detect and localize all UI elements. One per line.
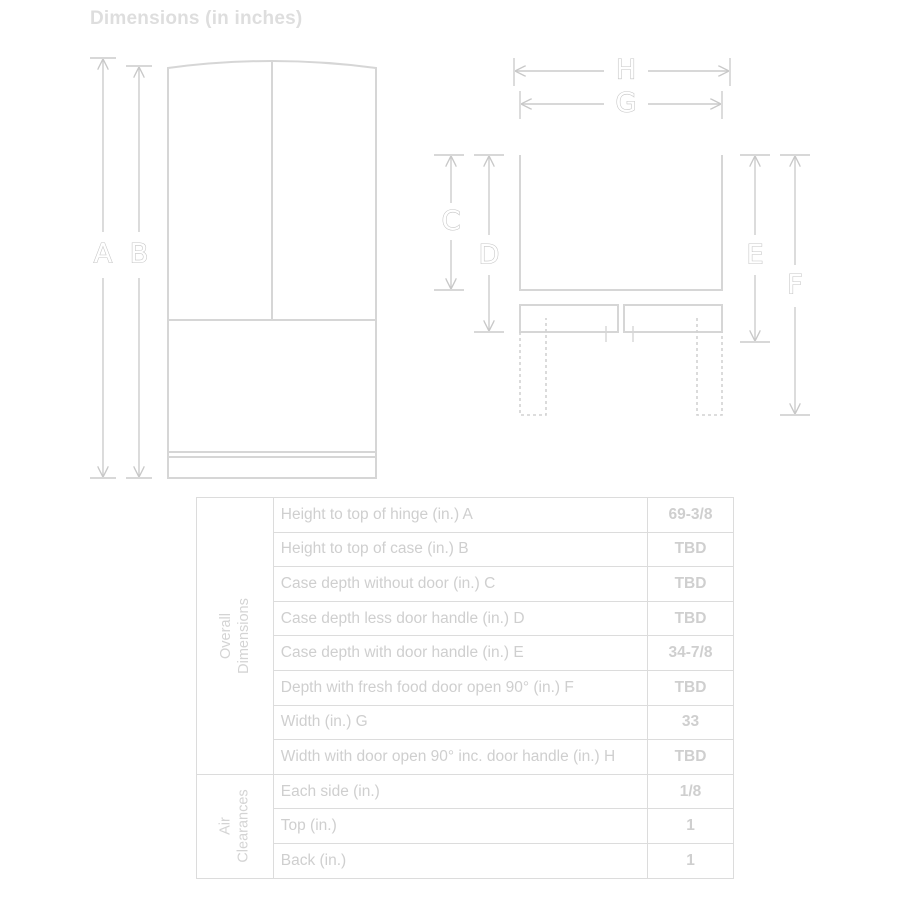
row-label: Back (in.)	[273, 843, 647, 878]
top-view	[520, 155, 722, 342]
dim-label-e: E	[746, 239, 764, 271]
table-row	[197, 774, 734, 809]
dim-label-c: C	[441, 205, 461, 237]
row-value: TBD	[648, 567, 734, 602]
row-value: TBD	[648, 740, 734, 775]
table-row	[197, 601, 734, 636]
row-value: 1/8	[648, 774, 734, 809]
dim-label-f: F	[787, 269, 803, 301]
table-row	[197, 809, 734, 844]
dimensions-table	[196, 497, 734, 879]
row-label: Case depth less door handle (in.) D	[273, 601, 647, 636]
group-label-air	[197, 774, 274, 878]
table-row	[197, 636, 734, 671]
row-label: Width with door open 90° inc. door handle (in.) H	[273, 740, 647, 775]
row-value: 34-7/8	[648, 636, 734, 671]
group-name: Overall Dimensions	[217, 598, 252, 674]
row-label: Each side (in.)	[273, 774, 647, 809]
page-title: Dimensions (in inches)	[90, 8, 303, 29]
dim-label-b: B	[129, 238, 149, 270]
dim-label-a: A	[93, 238, 113, 270]
left-door	[520, 305, 618, 332]
dim-label-d: D	[478, 239, 500, 271]
row-value: 33	[648, 705, 734, 740]
row-label: Case depth with door handle (in.) E	[273, 636, 647, 671]
case-outline	[520, 155, 722, 290]
dim-label-g: G	[615, 87, 637, 119]
table-row	[197, 567, 734, 602]
row-value: TBD	[648, 670, 734, 705]
table-row	[197, 705, 734, 740]
row-label: Height to top of case (in.) B	[273, 532, 647, 567]
dim-label-h: H	[615, 54, 637, 86]
row-label: Depth with fresh food door open 90° (in.) F	[273, 670, 647, 705]
right-door	[624, 305, 722, 332]
table-row	[197, 740, 734, 775]
table-row	[197, 532, 734, 567]
row-value: TBD	[648, 601, 734, 636]
table-row	[197, 498, 734, 533]
row-value: 69-3/8	[648, 498, 734, 533]
row-value: 1	[648, 843, 734, 878]
table-row	[197, 670, 734, 705]
row-label: Width (in.) G	[273, 705, 647, 740]
table-row	[197, 843, 734, 878]
row-label: Height to top of hinge (in.) A	[273, 498, 647, 533]
front-view	[168, 61, 376, 478]
row-value: 1	[648, 809, 734, 844]
row-value: TBD	[648, 532, 734, 567]
row-label: Top (in.)	[273, 809, 647, 844]
row-label: Case depth without door (in.) C	[273, 567, 647, 602]
group-label-overall	[197, 498, 274, 775]
group-name: Air Clearances	[217, 789, 252, 863]
